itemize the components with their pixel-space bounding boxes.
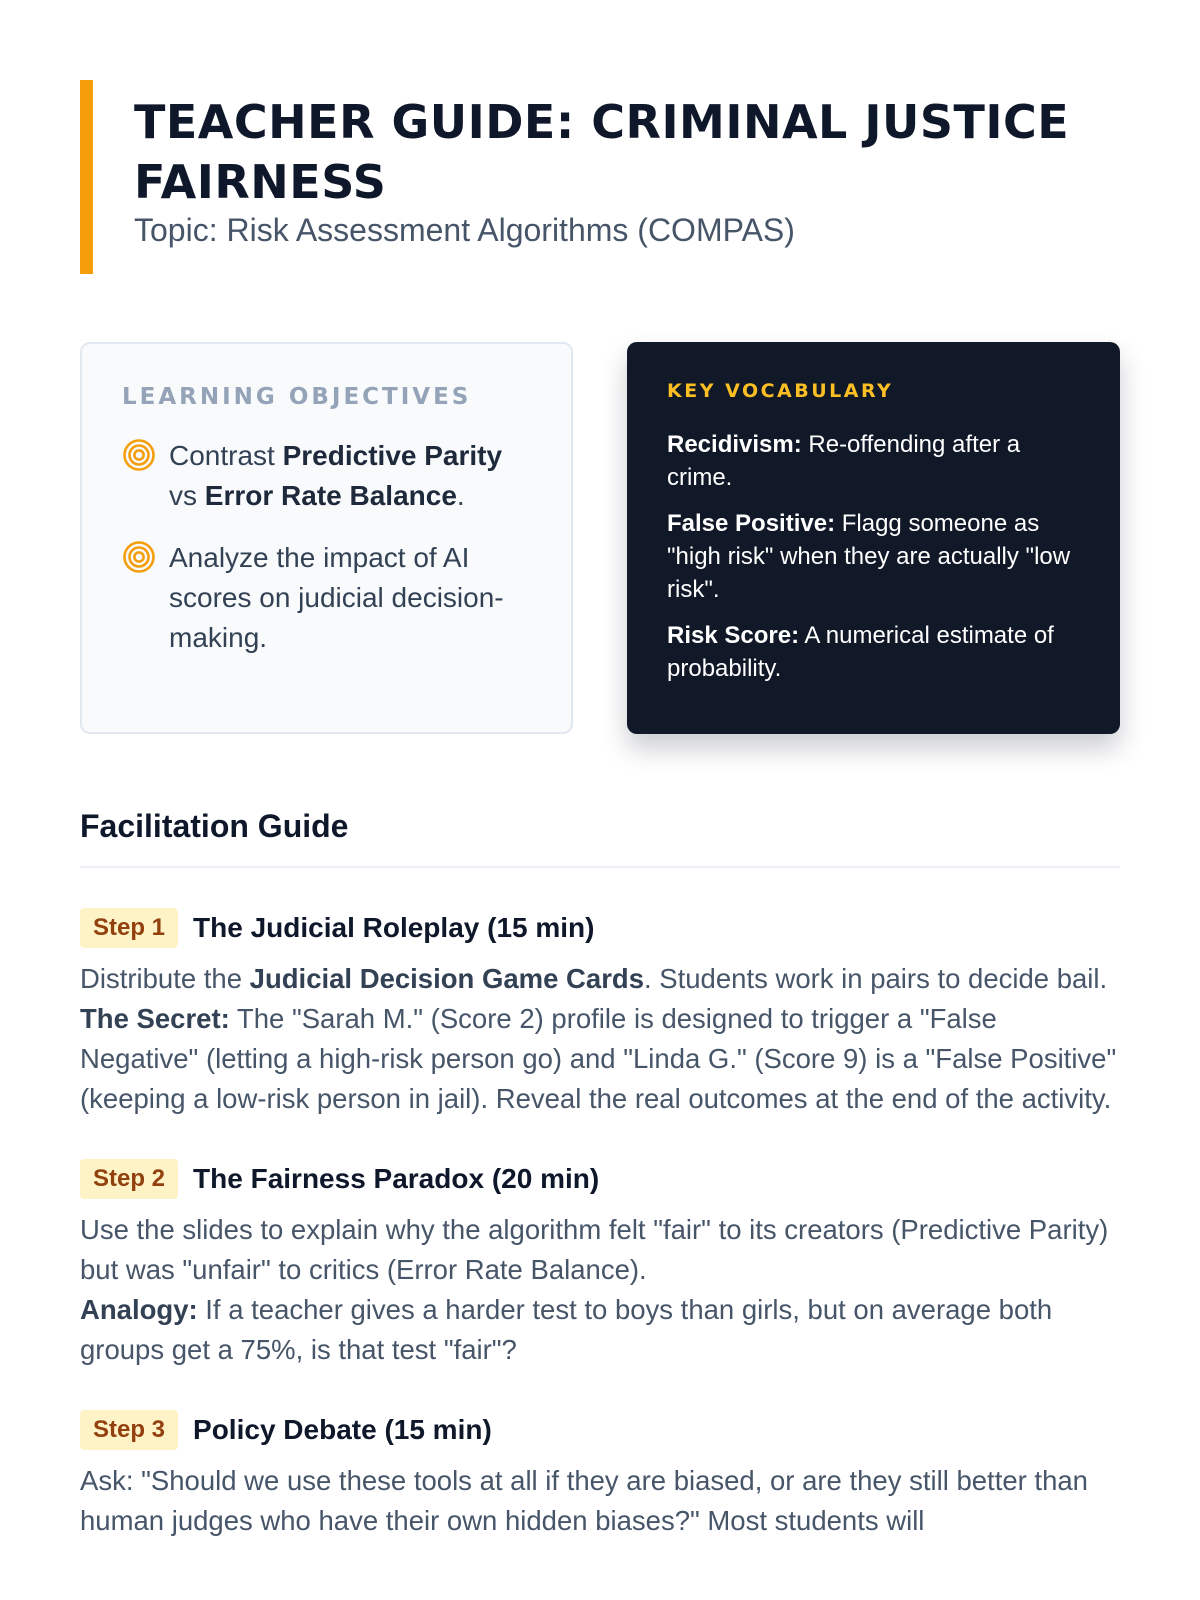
step-text: Distribute the: [80, 963, 250, 994]
step-text: Use the slides to explain why the algorithm felt "fair" to its creators (Predictive Parity) but was "unfair" to critics (Error Rate Balance).: [80, 1214, 1109, 1285]
section-divider: [80, 866, 1120, 868]
vocab-term: Risk Score:: [667, 622, 800, 649]
target-icon: [122, 438, 156, 472]
step-text: Ask: "Should we use these tools at all if they are biased, or are they still better than human judges who have their own hidden biases?" Most students will: [80, 1465, 1088, 1536]
vocab-item-false-positive: [667, 507, 1080, 606]
objective-term: Predictive Parity: [282, 440, 503, 471]
key-vocabulary-card: [627, 342, 1120, 734]
step-header: [80, 1410, 1120, 1450]
vocab-item-recidivism: [667, 428, 1080, 494]
step-text: . Students work in pairs to decide bail.: [644, 963, 1108, 994]
vocab-item-risk-score: [667, 619, 1080, 685]
objective-text-part: Contrast: [169, 440, 283, 471]
step-badge: Step 3: [80, 1410, 178, 1450]
step-header: [80, 1159, 1120, 1199]
objective-item: [122, 436, 531, 516]
step-badge: Step 2: [80, 1159, 178, 1199]
vocab-definition: Re-offending after a crime.: [667, 431, 1021, 491]
key-vocabulary-label: KEY VOCABULARY: [667, 380, 894, 402]
accent-bar: [80, 80, 93, 274]
page-title: TEACHER GUIDE: CRIMINAL JUSTICE FAIRNESS: [134, 95, 1070, 209]
step-body: [80, 1461, 1120, 1541]
vocab-definition: A numerical estimate of probability.: [667, 622, 1054, 682]
step-text: The "Sarah M." (Score 2) profile is designed to trigger a "False Negative" (letting a high-risk person go) and "Linda G." (Score 9) is a "False Positive" (keeping a low-risk person in jail). Reveal the real outcomes at the end of the activity.: [80, 1003, 1117, 1114]
step-2: [80, 1159, 1120, 1370]
step-title: The Fairness Paradox (20 min): [193, 1163, 600, 1194]
step-1: [80, 908, 1120, 1119]
learning-objectives-card: [80, 342, 573, 734]
objective-item: [122, 538, 531, 658]
step-body: [80, 959, 1120, 1119]
target-icon: [122, 540, 156, 574]
objective-text: [169, 436, 531, 516]
objective-text-part: .: [456, 480, 465, 511]
step-body: [80, 1210, 1120, 1370]
step-title: The Judicial Roleplay (15 min): [193, 912, 595, 943]
step-emphasis: Judicial Decision Game Cards: [249, 963, 644, 994]
step-3: [80, 1410, 1120, 1541]
objective-text-part: vs: [169, 480, 205, 511]
objective-term: Error Rate Balance: [204, 480, 457, 511]
step-header: [80, 908, 1120, 948]
learning-objectives-label: LEARNING OBJECTIVES: [122, 384, 472, 410]
step-text: If a teacher gives a harder test to boys than girls, but on average both groups get a 75%, is that test "fair"?: [80, 1294, 1053, 1365]
objective-text: Analyze the impact of AI scores on judicial decision-making.: [169, 542, 504, 653]
page-header: [80, 80, 1120, 274]
page-subtitle: Topic: Risk Assessment Algorithms (COMPAS): [134, 212, 795, 248]
vocab-term: False Positive:: [667, 510, 836, 537]
vocab-term: Recidivism:: [667, 431, 802, 458]
step-emphasis: Analogy:: [80, 1294, 198, 1325]
step-badge: Step 1: [80, 908, 178, 948]
facilitation-guide-title: Facilitation Guide: [80, 808, 349, 844]
step-title: Policy Debate (15 min): [193, 1414, 492, 1445]
step-emphasis: The Secret:: [80, 1003, 230, 1034]
info-cards: [80, 342, 1120, 734]
vocab-definition: Flagg someone as "high risk" when they are actually "low risk".: [667, 510, 1071, 603]
